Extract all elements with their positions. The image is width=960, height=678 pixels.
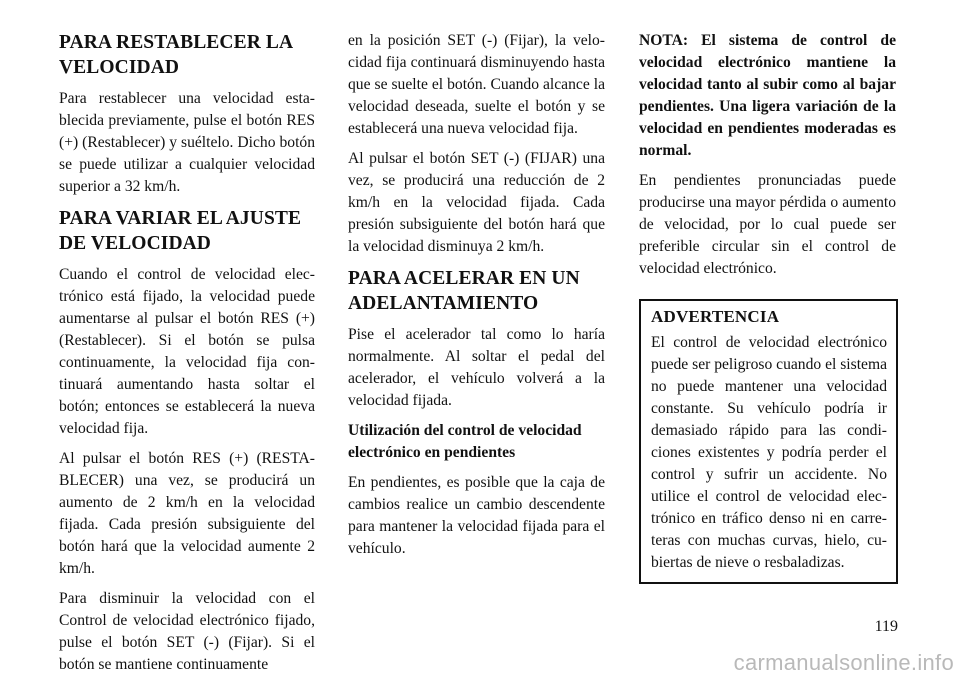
middle-column <box>348 30 605 560</box>
heading-restablecer-velocidad: PARA RESTABLECER LA VELOCIDAD <box>59 32 293 78</box>
left-column <box>59 30 315 676</box>
watermark: carmanualsonline.info <box>733 650 954 675</box>
warning-text: El control de velocidad electrónico puede ser peligroso cuando el sistema no puede mantener una velocidad constante. Su vehículo podría ir demasiado rápido para las condiciones existentes y podría perder el control y sufrir un accidente. No utilice el control de velocidad electrónico en tráfico denso ni en carreteras con muchas curvas, hielo, cubiertas de nieve o resbaladizas. <box>651 334 888 571</box>
paragraph-variar-ajuste: Cuando el control de velocidad electrónico está fijado, la velocidad puede aumentarse al pulsar el botón RES (+) (Restablecer). Si el botón se pulsa continuamente, la velocidad fija continuará aumentando hasta soltar el botón; entonces se establecerá la nueva velocidad fija. <box>59 266 315 437</box>
right-column <box>639 30 896 584</box>
page-number: 119 <box>874 618 898 635</box>
paragraph-disminuir: Para disminuir la velocidad con el Control de velocidad electrónico fijado, pulse el botón SET (-) (Fijar). Si el botón se mantiene continuamente <box>59 590 315 673</box>
subheading-pendientes: Utilización del control de velocidad electrónico en pendientes <box>348 422 582 461</box>
paragraph-restablecer: Para restablecer una velocidad establecida previamente, pulse el botón RES (+) (Restablecer) y suéltelo. Dicho botón se puede utilizar a cualquier velocidad superior a 32 km/h. <box>59 90 315 195</box>
warning-box <box>639 299 898 584</box>
paragraph-pendientes: En pendientes, es posible que la caja de cambios realice un cambio descendente para mantener la velocidad fijada para el vehículo. <box>348 474 605 557</box>
paragraph-acelerador: Pise el acelerador tal como lo haría normalmente. Al soltar el pedal del acelerador, el vehículo volverá a la velocidad fijada. <box>348 326 605 409</box>
heading-acelerar-adelantamiento: PARA ACELERAR EN UN ADELANTAMIENTO <box>348 268 580 314</box>
paragraph-pendientes-pronunciadas: En pendientes pronunciadas puede producirse una mayor pérdida o aumento de velocidad, por lo cual puede ser preferible circular sin el control de velocidad electrónico. <box>639 172 896 277</box>
warning-title: ADVERTENCIA <box>651 307 780 326</box>
paragraph-posicion-set: en la posición SET (-) (Fijar), la velocidad fija continuará disminuyendo hasta que se suelte el botón. Cuando alcance la velocidad deseada, suelte el botón y se establecerá una nueva velocidad fija. <box>348 32 605 137</box>
heading-variar-ajuste: PARA VARIAR EL AJUSTE DE VELOCIDAD <box>59 208 302 254</box>
note-paragraph: NOTA: El sistema de control de velocidad electrónico mantiene la velocidad tanto al subir como al bajar pendientes. Una ligera variación de la velocidad en pendientes moderadas es normal. <box>639 32 896 159</box>
paragraph-set-una-vez: Al pulsar el botón SET (-) (FIJAR) una vez, se producirá una reducción de 2 km/h en la velocidad fijada. Cada presión subsiguiente del botón hará que la velocidad disminuya 2 km/h. <box>348 150 605 255</box>
paragraph-res-una-vez: Al pulsar el botón RES (+) (RESTABLECER) una vez, se producirá un aumento de 2 km/h en la velocidad fijada. Cada presión subsiguiente del botón hará que la velocidad aumente 2 km/h. <box>59 450 315 577</box>
